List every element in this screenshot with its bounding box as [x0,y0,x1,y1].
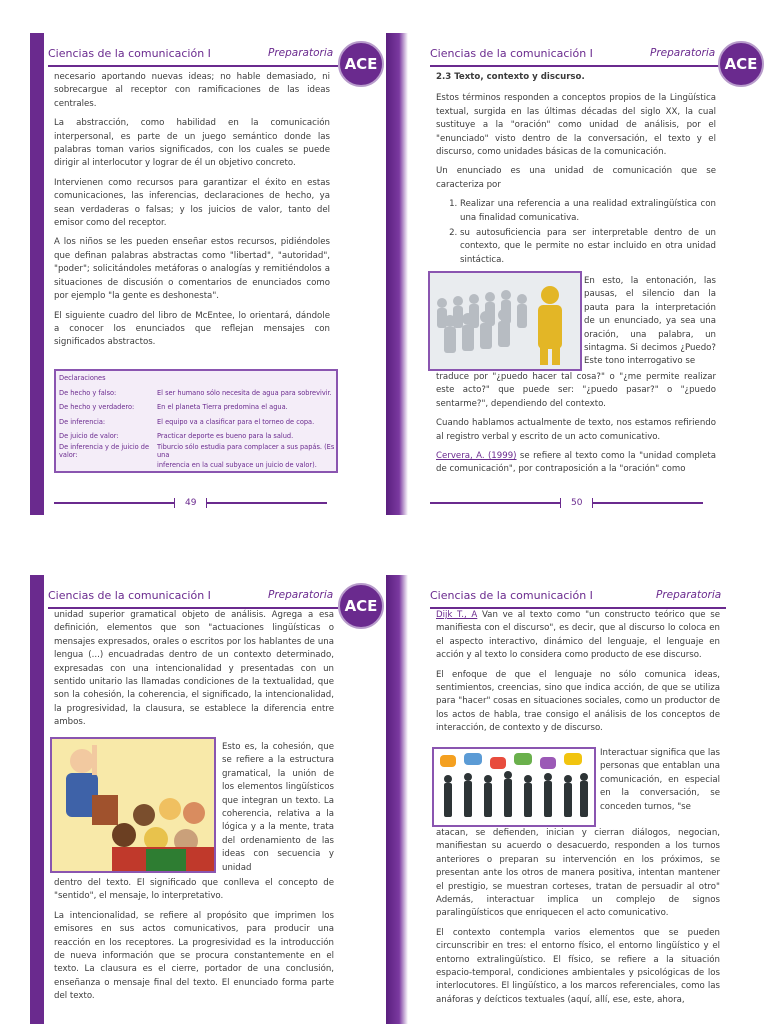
paragraph: necesario aportando nuevas ideas; no hable demasiado, ni sobrecargue al receptor con ramificaciones de las ideas centrales. [54,72,330,109]
table-cell: inferencia en la cual subyace un juicio de valor). [157,461,317,470]
table-cell: El equipo va a clasificar para el torneo de copa. [157,417,315,426]
side-text: Esto es, la cohesión, que se refiere a la estructura gramatical, la unión de los elementos lingüísticos que integran un texto. La coherencia, relativa a la lógica y a la mente, trata del ordenamiento de las ideas con secuencia y unidad [222,742,334,873]
table-cell: De juicio de valor: [59,432,119,441]
paragraph: La abstracción, como habilidad en la comunicación interpersonal, es parte de un juego semántico donde las palabras toman varios significados, con los cuales se puede dirigir al interlocutor y lograr de él un objetivo concreto. [54,118,330,169]
section-title: 2.3 Texto, contexto y discurso. [436,72,585,82]
paragraph: A los niños se les pueden enseñar estos recursos, pidiéndoles que definan palabras abstractas como "libertad", "autoridad", "poder"; solicitándoles metáforas o analogías y remitiéndolos a situaciones de discusión o comentarios de enunciados como por ejemplo "la gente es deshonesta". [54,237,330,302]
paragraph [436,450,716,477]
crowd-illustration [428,271,582,371]
citation-link[interactable]: Dijk T., A [436,610,478,620]
table-row [56,400,336,415]
table-cell: Tiburcio sólo estudia para complacer a sus papás. (Es una [157,442,335,459]
list-item: 2. su autosuficiencia para ser interpretable dentro de un contexto, que le permite no estar incluido en otra unidad sintáctica. [460,227,716,267]
table-cell: De hecho y verdadero: [59,403,135,412]
body-text-continued [436,827,720,1013]
table-row [56,444,336,459]
conversation-illustration [432,747,596,827]
book-title: Ciencias de la comunicación I [430,589,593,602]
body-text-continued [54,877,334,1010]
header-rule [430,65,720,67]
paragraph: El contexto contempla varios elementos que se pueden circunscribir en tres: el entorno físico, el entorno lingüístico y el entorno extralingüístico. El físico, se refiere a la situación espacio-temporal, condiciones ambientales y psicológicas de los interlocutores. El lingüístico, a los marcos referenciales, como las anáforas y deícticos textuales (aquí, allí, ese, este, ahora, [436,927,720,1005]
level-label: Preparatoria [656,589,722,601]
table-row [56,429,336,444]
page-spine [386,575,408,1024]
paragraph: unidad superior gramatical objeto de análisis. Agrega a esa definición, elementos que son "actuaciones lingüísticas o mensajes expresados, orales o escritos por los hablantes de una lengua (...) encuadradas dentro de un contexto determinado, expresadas con una intencionalidad y presentadas con un sentido unitario las llamadas condiciones de la textualidad, que son la cohesión, la coherencia, el significado, la intencionalidad, la progresividad, la clausura, se establece la diferencia entre ambos. [54,610,334,728]
table-row [56,415,336,430]
ace-logo: ACE [718,41,764,87]
paragraph: Intervienen como recursos para garantizar el éxito en estas comunicaciones, las inferencias, declaraciones de hecho, ya sean verdaderas o falsas; y los juicios de valor, tanto del emisor como del receptor. [54,177,330,229]
body-text-continued [436,371,716,483]
side-text: En esto, la entonación, las pausas, el silencio dan la pauta para la interpretación de un enunciado, ya sea una oración, una palabra, un sintagma. Si decimos ¿Puedo? Este tono interrogativo se [584,276,716,367]
side-text: Interactuar significa que las personas que entablan una comunicación, en especial en la conversación, se conceden turnos, "se [600,748,720,812]
ace-logo: ACE [338,41,384,87]
classroom-illustration [50,737,216,873]
paragraph: traduce por "¿puedo hacer tal cosa?" o "¿me permite realizar este acto?" que puede ser: "¿puedo pasar?" o "¿puedo sentarme?", dependiendo del contexto. [436,372,716,409]
list-item: 1. Realizar una referencia a una realidad extralingüística con una finalidad comunicativa. [460,198,716,225]
page-51 [30,575,386,1024]
table-cell: De inferencia y de juicio de valor: [59,442,150,459]
page-footer [430,493,730,513]
table-cell: El ser humano sólo necesita de agua para sobrevivir. [157,388,332,397]
body-text [436,71,716,273]
page-49 [30,33,386,515]
ace-logo: ACE [338,583,384,629]
page-50 [386,33,758,515]
page-spine [30,575,44,1024]
list [436,198,716,267]
citation-link[interactable]: Cervera, A. (1999) [436,451,517,462]
page-spine [30,33,44,515]
paragraph-text: se refiere al texto como la "unidad completa de comunicación", por contraposición a la "oración" como [436,451,716,475]
footer-rule [207,502,327,504]
level-label: Preparatoria [268,589,334,601]
body-text [54,609,334,736]
page-spine [386,33,408,515]
page-number: 50 [560,498,593,508]
table-cell: De inferencia: [59,417,106,426]
table-cell: En el planeta Tierra predomina el agua. [157,403,288,412]
level-label: Preparatoria [268,47,334,59]
table-cell: De hecho y falso: [59,388,117,397]
page-number: 49 [174,498,207,508]
paragraph: dentro del texto. El significado que conlleva el concepto de "sentido", el mensaje, lo interpretativo. [54,878,334,902]
paragraph [436,609,720,663]
paragraph-text: Van ve al texto como "un constructo teórico que se manifiesta con el discurso", es decir, que al discurso lo coloca en el aspecto interactivo, dinámico del lenguaje, el lenguaje en acción y al texto lo considera como producto de ese discurso. [436,610,721,661]
table-cell: Practicar deporte es bueno para la salud. [157,432,294,441]
book-title: Ciencias de la comunicación I [430,47,593,60]
table-heading: Declaraciones [59,374,106,383]
paragraph: Un enunciado es una unidad de comunicación que se caracteriza por [436,166,716,190]
footer-rule [54,502,174,504]
paragraph: La intencionalidad, se refiere al propósito que imprimen los emisores en sus actos comunicativos, para producir una reacción en los receptores. La progresividad es la introducción de nueva información que se procura constantemente en el texto. La clausura es el cierre, portador de una conclusión, enseñanza o mensaje final del texto. El enunciado forma parte del texto. [54,910,334,1002]
paragraph: El siguiente cuadro del libro de McEntee, lo orientará, dándole a conocer los enunciados que reflejan mensajes con significados abstractos. [54,310,330,348]
page-footer [54,493,354,513]
level-label: Preparatoria [650,47,716,59]
paragraph: Estos términos responden a conceptos propios de la Lingüística textual, surgida en las últimas décadas del siglo XX, la cual sustituye a la "oración" como unidad de análisis, por el "enunciado" visto dentro de la conversación, el texto y el discurso, como unidades básicas de la comunicación. [436,93,716,158]
paragraph: Cuando hablamos actualmente de texto, nos estamos refiriendo al registro verbal y escrito de un acto comunicativo. [436,418,716,442]
paragraph: El enfoque de que el lenguaje no sólo comunica ideas, sentimientos, creencias, sino que indica acción, de que se utiliza para "hacer" cosas en situaciones sociales, como un productor de los actos de habla, trae consigo el análisis de los conceptos de interacción, de contexto y de discurso. [436,669,720,734]
page-52 [386,575,738,1024]
table-row [56,386,336,401]
paragraph: atacan, se defienden, inician y cierran diálogos, negocian, manifiestan su acuerdo o desacuerdo, responden a los turnos anteriores o preparan su intervención en los próximos, se presentan ante los otros de manera positiva, intentan mantener el prestigio, se muestran corteses, tratan de persuadir al otro" Además, interactuar implica un complejo de signos paralingüísticos que enriquecen el acto comunicativo. [436,828,720,919]
book-title: Ciencias de la comunicación I [48,589,211,602]
header-rule [48,65,338,67]
footer-rule [593,502,703,504]
table-row [56,458,336,473]
declarations-table [54,369,338,473]
footer-rule [430,502,560,504]
body-text [54,71,330,356]
body-text [436,609,720,742]
book-title: Ciencias de la comunicación I [48,47,211,60]
